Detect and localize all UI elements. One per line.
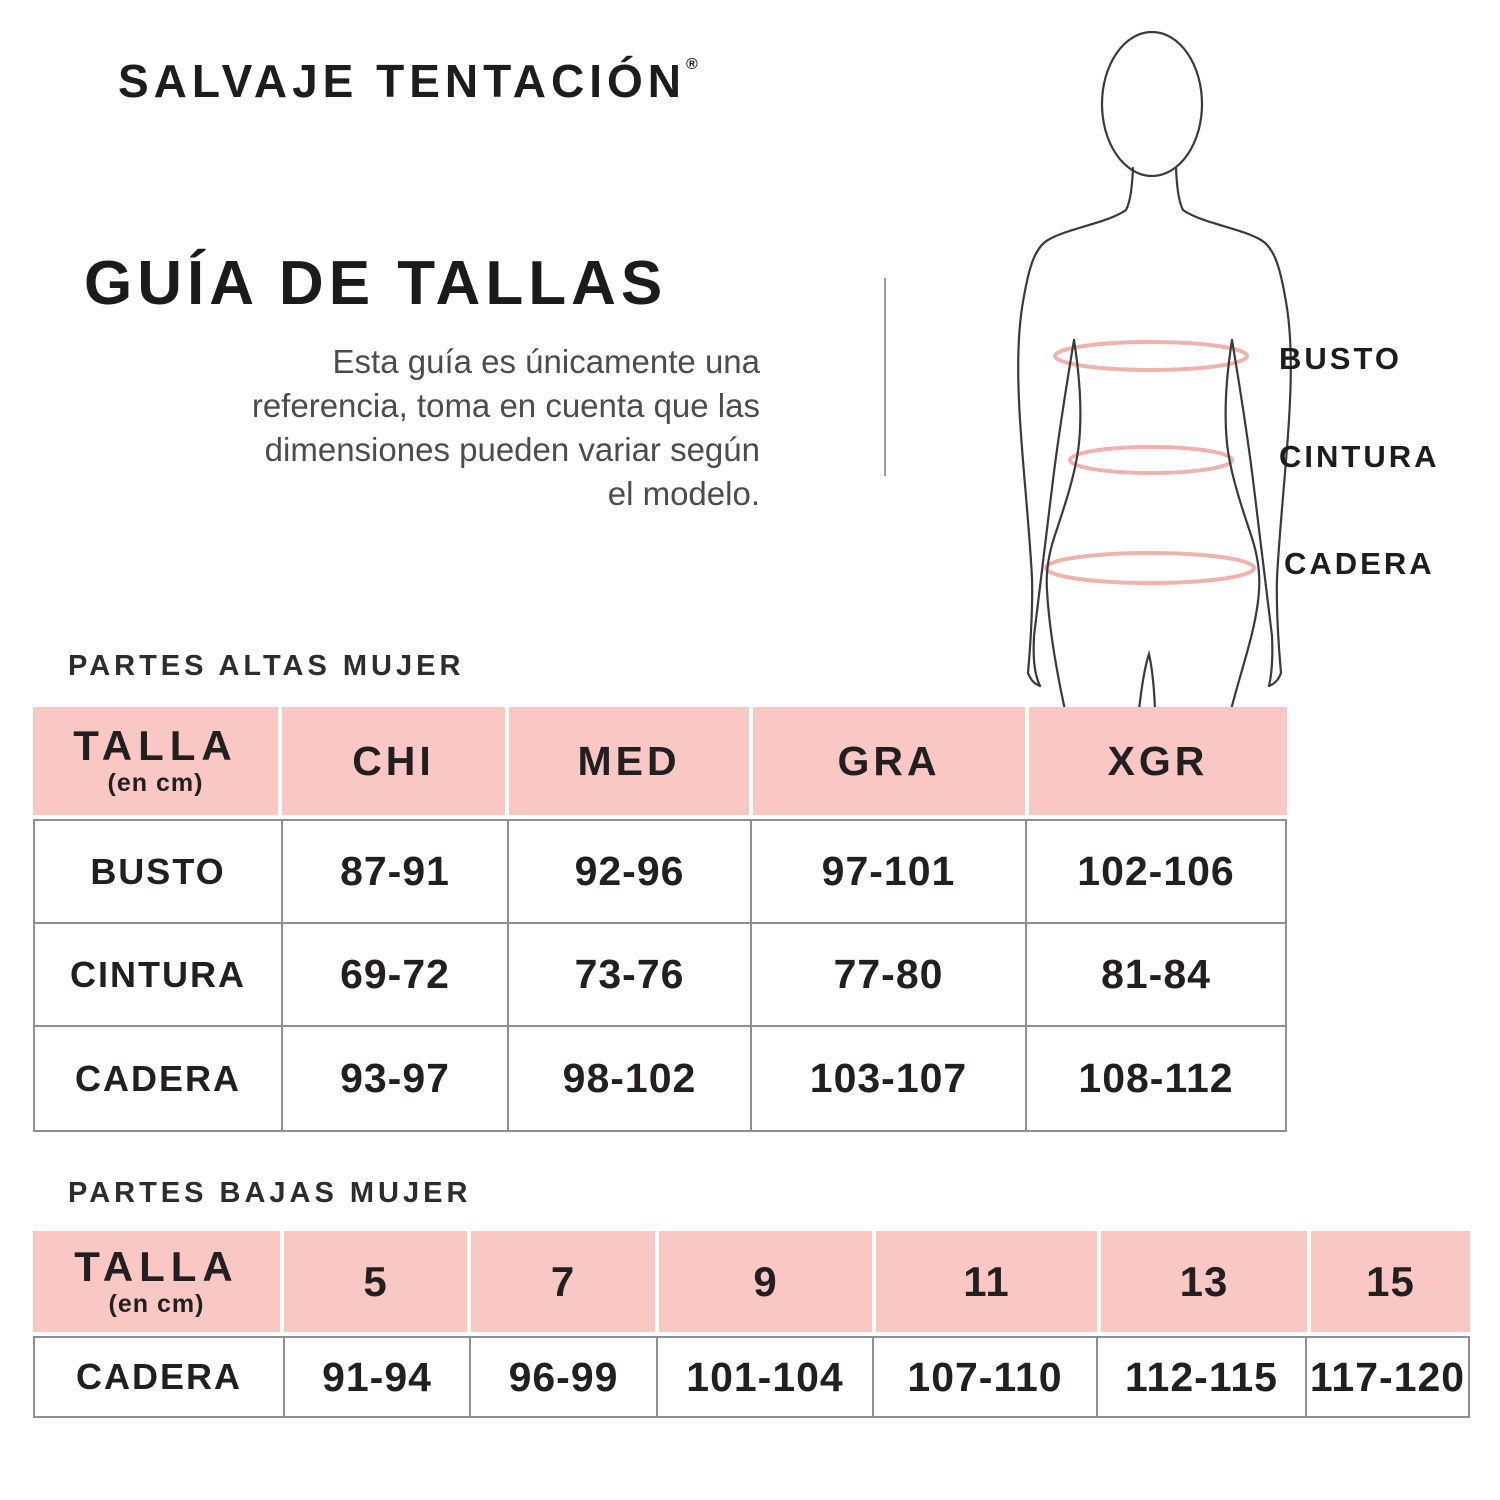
description-line: Esta guía es únicamente una: [332, 343, 760, 380]
description-line: el modelo.: [607, 475, 760, 512]
table-row-label-cell: [35, 924, 283, 1027]
talla-label: TALLA: [74, 1242, 239, 1290]
table-value-cell: [1307, 1338, 1468, 1416]
size-column-label: 11: [963, 1257, 1010, 1305]
table-value-cell: [752, 1027, 1027, 1130]
table-value-cell: [471, 1338, 658, 1416]
bust-label: BUSTO: [1279, 341, 1402, 376]
measurement-range: 92-96: [574, 848, 685, 894]
hip-measure-line: [1046, 553, 1254, 583]
registered-trademark-symbol: ®: [686, 56, 698, 73]
measurement-range: 103-107: [809, 1055, 968, 1101]
talla-label: TALLA: [73, 722, 238, 769]
tops-header-size-chi: [282, 707, 509, 815]
talla-unit-label: (en cm): [107, 769, 204, 797]
size-column-label: XGR: [1107, 737, 1209, 784]
measurement-range: 101-104: [686, 1353, 844, 1400]
tops-size-table: [33, 707, 1287, 1132]
table-value-cell: [283, 1027, 509, 1130]
measurement-range: 97-101: [821, 848, 956, 894]
table-value-cell: [1027, 924, 1285, 1027]
measurement-range: 73-76: [574, 951, 685, 997]
row-label: CINTURA: [70, 953, 246, 995]
bottoms-header-size-9: [659, 1231, 876, 1332]
table-value-cell: [658, 1338, 874, 1416]
size-column-label: 7: [550, 1257, 576, 1305]
measurement-range: 107-110: [907, 1353, 1063, 1400]
table-value-cell: [1098, 1338, 1307, 1416]
bust-measure-line: [1055, 342, 1247, 370]
table-value-cell: [509, 1027, 752, 1130]
measurement-range: 96-99: [508, 1353, 619, 1400]
measurement-range: 112-115: [1125, 1353, 1278, 1400]
waist-measure-line: [1070, 447, 1232, 473]
size-column-label: 5: [363, 1257, 388, 1305]
table-value-cell: [1027, 821, 1285, 924]
table-value-cell: [283, 924, 509, 1027]
bottoms-header-talla-cell: [33, 1231, 284, 1332]
measurement-range: 117-120: [1309, 1353, 1466, 1400]
tops-table-heading: PARTES ALTAS MUJER: [68, 650, 465, 682]
measurement-lines: [1046, 342, 1254, 583]
size-column-label: MED: [577, 737, 681, 784]
tops-table-body: [33, 819, 1287, 1132]
talla-unit-label: (en cm): [108, 1289, 205, 1318]
bottoms-table-heading: PARTES BAJAS MUJER: [68, 1177, 472, 1209]
description-line: referencia, toma en cuenta que las: [251, 387, 760, 424]
table-value-cell: [509, 821, 752, 924]
waist-label: CINTURA: [1279, 439, 1440, 474]
description-line: dimensiones pueden variar según: [264, 431, 760, 468]
measurement-range: 98-102: [562, 1055, 697, 1101]
table-row-label-cell: [35, 1027, 283, 1130]
table-row-label-cell: [35, 1338, 285, 1416]
page-title: GUÍA DE TALLAS: [84, 249, 668, 318]
table-value-cell: [752, 924, 1027, 1027]
guide-description: [58, 340, 760, 516]
bottoms-header-size-11: [876, 1231, 1101, 1332]
table-row-label-cell: [35, 821, 283, 924]
bottoms-header-size-13: [1101, 1231, 1311, 1332]
table-value-cell: [283, 821, 509, 924]
bottoms-header-size-15: [1311, 1231, 1470, 1332]
size-column-label: 9: [753, 1257, 778, 1305]
tops-header-size-xgr: [1029, 707, 1287, 815]
measurement-range: 87-91: [340, 848, 450, 894]
measurement-range: 77-80: [833, 951, 944, 997]
measurement-range: 91-94: [322, 1353, 432, 1400]
table-value-cell: [752, 821, 1027, 924]
size-column-label: CHI: [352, 737, 435, 784]
measurement-range: 81-84: [1101, 951, 1211, 997]
table-value-cell: [509, 924, 752, 1027]
measurement-range: 93-97: [340, 1055, 450, 1101]
size-column-label: 13: [1179, 1257, 1229, 1305]
tops-header-size-gra: [753, 707, 1029, 815]
bottoms-size-table: [33, 1231, 1470, 1418]
table-value-cell: [874, 1338, 1098, 1416]
size-column-label: 15: [1366, 1257, 1415, 1305]
bottoms-header-size-5: [284, 1231, 471, 1332]
table-value-cell: [285, 1338, 471, 1416]
hip-label: CADERA: [1284, 546, 1435, 581]
row-label: CADERA: [74, 1057, 241, 1099]
tops-header-talla-cell: [33, 707, 282, 815]
bottoms-header-size-7: [471, 1231, 659, 1332]
brand-logo: [118, 54, 698, 108]
table-value-cell: [1027, 1027, 1285, 1130]
bottoms-table-header-row: [33, 1231, 1470, 1332]
measurement-range: 108-112: [1078, 1055, 1234, 1101]
brand-name: SALVAJE TENTACIÓN: [118, 55, 687, 107]
tops-table-header-row: [33, 707, 1287, 815]
head: [1102, 32, 1202, 176]
row-label: CADERA: [75, 1356, 242, 1397]
size-column-label: GRA: [837, 737, 941, 784]
measurement-range: 69-72: [340, 951, 450, 997]
row-label: BUSTO: [90, 850, 226, 892]
measurement-range: 102-106: [1077, 848, 1235, 894]
vertical-divider: [884, 278, 886, 476]
bottoms-table-body: [33, 1336, 1470, 1418]
tops-header-size-med: [509, 707, 753, 815]
